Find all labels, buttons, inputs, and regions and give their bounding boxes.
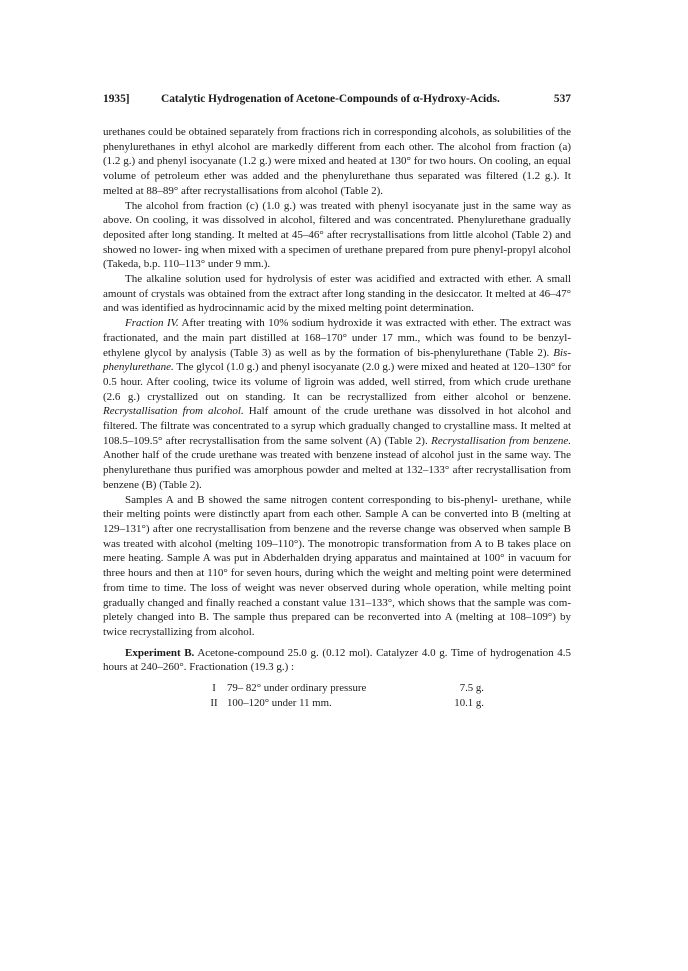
paragraph-3: The alkaline solution used for hydrolysis of ester was acidified and extracted with ether. A small amount of crystals was obtained from the extract after long standing in the desiccator. It melted at 46–47° and was identified as hydrocinnamic acid by the mixed melting point determination.	[103, 273, 571, 315]
paragraph-4: Fraction IV. After treating with 10% sodium hydroxide it was extracted with ether. The extract was fractionated, and the main part distilled at 168–170° under 17 mm., which was found to be benzyl-ethylene glycol by analysis (Table 3) as well as by the formation of bis-phenylurethane (Table 2). Bis-phenylurethane. The glycol (1.0 g.) and phenyl isocyanate (2.0 g.) were mixed and heated at 120–130° for 0.5 hour. After cooling, twice its volume of ligroin was added, well stirred, from which crude urethane (2.6 g.) crystallized out on standing. It can be recrystallized from either alcohol or benzene. Recrystallisation from alcohol. Half amount of the crude urethane was dissolved in hot alcohol and filtered. The filtrate was concentrated to a syrup which gradually changed to crystalline mass. It melted at 108.5–109.5° after recrystallisation from the same solvent (A) (Table 2). Recrystallisation from benzene. Another half of the crude urethane was treated with benzene instead of alcohol just in the same way. The phenylurethane thus purified was amorphous powder and melted at 132–133° after recrystallisation from benzene (B) (Table 2).	[103, 317, 572, 491]
header-title: Catalytic Hydrogenation of Acetone-Compounds of α-Hydroxy-Acids.	[161, 93, 500, 105]
fraction-table	[201, 681, 484, 710]
running-header	[103, 93, 571, 109]
fraction-row: II 100–120° under 11 mm. 10.1 g.	[210, 696, 484, 709]
page-number: 537	[553, 93, 571, 105]
paragraph-2: The alcohol from fraction (c) (1.0 g.) was treated with phenyl isocyanate just in the same way as above. On cooling, it was dissolved in alcohol, filtered and was concentrated. Phenylurethane gradually deposited after long standing. It melted at 45–46° after recrystallisations from little alcohol (Table 2) and showed no lower- ing when mixed with a specimen of urethane prepared from pure phenyl-propyl alcohol (Takeda, b.p. 110–113° under 9 mm.).	[103, 199, 572, 271]
paragraph-5: Samples A and B showed the same nitrogen content corresponding to bis-phenyl- urethane, while their melting points were distinctly apart from each other. Sample A can be converted into B (melting at 129–131°) after one recrystallisation from benzene and the reverse change was observed when sample B was treated with alcohol (melting 109–110°). The monotropic transformation from A to B takes place on mere heating. Sample A was put in Abderhalden drying apparatus and maintained at 100° in vacuum for three hours and then at 110° for seven hours, during which the weight and melting point were determined from time to time. The loss of weight was never observed during whole operation, while melting point gradually changed and finally reached a constant value 131–133°, which shows that the sample was com- pletely changed into B. The sample thus prepared can be reconverted into A (melting at 108–109°) by twice recrystallizing from alcohol.	[103, 493, 572, 638]
fraction-row: I 79– 82° under ordinary pressure 7.5 g.	[212, 682, 484, 695]
header-year: 1935]	[103, 93, 130, 105]
paragraph-1: urethanes could be obtained separately from fractions rich in corresponding alcohols, as solubilities of the phenylurethanes in ethyl alcohol are markedly different from each other. The alcohol from fraction (a) (1.2 g.) and phenyl isocyanate (1.2 g.) were mixed and heated at 130° for two hours. On cooling, an equal volume of petroleum ether was added and the phenylurethane thus separated was filtered (1.2 g.). It melted at 88–89° after recrystallisations from alcohol (Table 2).	[103, 126, 572, 197]
body-text	[103, 125, 571, 710]
experiment-label: Experiment B.	[125, 646, 195, 659]
experiment-b: Experiment B. Acetone-compound 25.0 g. (0.12 mol). Catalyzer 4.0 g. Time of hydrogenation 4.5 hours at 240–260°. Fractionation (19.3 g.) :	[103, 646, 571, 674]
